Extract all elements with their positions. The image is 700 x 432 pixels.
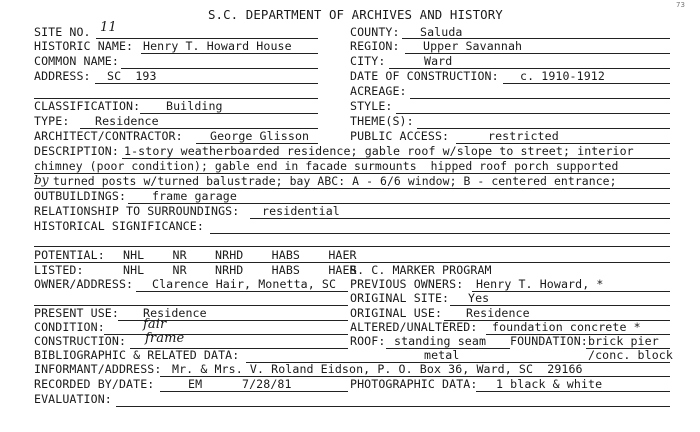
public-access-value: restricted [488,129,559,143]
marker-label: S. C. MARKER PROGRAM [350,263,492,277]
photographic-label: PHOTOGRAPHIC DATA: [350,377,478,391]
photographic-line [476,391,670,392]
construction-label: CONSTRUCTION: [34,334,127,348]
acreage-line [410,98,670,99]
roof-value-2: metal [424,348,460,362]
architect-label: ARCHITECT/CONTRACTOR: [34,129,183,143]
type-label: TYPE: [34,114,70,128]
evaluation-label: EVALUATION: [34,392,112,406]
roof-label: ROOF: [350,334,386,348]
corner-mark: 73 [676,1,685,9]
date-label: DATE OF CONSTRUCTION: [350,69,499,83]
acreage-label: ACREAGE: [350,84,407,98]
region-label: REGION: [350,39,400,53]
listed-options: NHL NR NRHD HABS HAER [123,263,357,277]
city-value: Ward [424,54,453,68]
address-line [95,83,318,84]
altered-value: foundation concrete * [492,320,641,334]
description-line-2: chimney (poor condition); gable end in facade surmounts hipped roof porch supported [34,159,619,173]
present-use-label: PRESENT USE: [34,306,119,320]
previous-owners-value: Henry T. Howard, * [476,277,604,291]
previous-owners-line [472,291,670,292]
theme-label: THEME(S): [350,114,414,128]
potential-label: POTENTIAL: [34,248,105,262]
address-label: ADDRESS: [34,69,91,83]
outbuildings-label: OUTBUILDINGS: [34,189,127,203]
recorded-date: 7/28/81 [242,377,292,391]
style-label: STYLE: [350,99,393,113]
owner-label: OWNER/ADDRESS: [34,277,134,291]
original-use-value: Residence [466,306,530,320]
address-value: SC 193 [107,69,157,83]
site-no-value: 11 [100,20,117,35]
date-value: c. 1910-1912 [520,69,605,83]
style-line [396,113,670,114]
original-site-value: Yes [468,291,490,305]
county-label: COUNTY: [350,25,400,39]
common-name-label: COMMON NAME: [34,54,119,68]
page-title: S.C. DEPARTMENT OF ARCHIVES AND HISTORY [208,7,503,22]
date-line [503,83,670,84]
foundation-label: FOUNDATION: [510,334,588,348]
present-use-value: Residence [143,306,207,320]
historic-name-value: Henry T. Howard House [143,39,292,53]
description-line-1: 1-story weatherboarded residence; gable roof w/slope to street; interior [124,144,634,158]
informant-label: INFORMANT/ADDRESS: [34,362,162,376]
recorded-line [160,391,348,392]
significance-label: HISTORICAL SIGNIFICANCE: [34,219,204,233]
condition-label: CONDITION: [34,320,105,334]
original-use-label: ORIGINAL USE: [350,306,443,320]
public-access-label: PUBLIC ACCESS: [350,129,450,143]
owner-value: Clarence Hair, Monetta, SC [152,277,337,291]
photographic-value: 1 black & white [496,377,603,391]
historic-name-line [141,53,318,54]
foundation-value: brick pier [588,334,659,348]
classification-label: CLASSIFICATION: [34,99,141,113]
potential-options: NHL NR NRHD HABS HAER [123,248,357,262]
architect-value: George Glisson [210,129,310,143]
bibliographic-label: BIBLIOGRAPHIC & RELATED DATA: [34,348,240,362]
description-label: DESCRIPTION: [34,144,119,158]
condition-line [104,334,348,335]
recorded-label: RECORDED BY/DATE: [34,377,155,391]
original-site-label: ORIGINAL SITE: [350,291,450,305]
county-value: Saluda [420,25,463,39]
classification-value: Building [166,99,223,113]
description-underline-3 [34,188,670,189]
significance-line-1 [210,233,670,234]
relationship-label: RELATIONSHIP TO SURROUNDINGS: [34,204,240,218]
classification-line [140,113,318,114]
significance-line-2 [34,246,670,247]
site-no-label: SITE NO. [34,25,91,39]
historic-name-label: HISTORIC NAME: [34,39,134,53]
foundation-value-2: /conc. block [588,348,673,362]
region-value: Upper Savannah [423,39,523,53]
roof-value: standing seam [394,334,487,348]
city-label: CITY: [350,54,386,68]
outbuildings-value: frame garage [152,189,237,203]
altered-label: ALTERED/UNALTERED: [350,320,478,334]
construction-value: frame [145,331,185,346]
condition-value: fair [143,317,167,332]
relationship-line [250,218,670,219]
owner-line [136,291,348,292]
listed-label: LISTED: [34,263,84,277]
previous-owners-label: PREVIOUS OWNERS: [350,277,464,291]
informant-value: Mr. & Mrs. V. Roland Eidson, P. O. Box 36, Ward, SC 29166 [172,362,583,376]
description-line-3-prefix: by [34,173,49,187]
evaluation-line [116,406,670,407]
relationship-value: residential [262,204,340,218]
type-value: Residence [95,114,159,128]
recorded-by: EM [188,377,203,391]
description-line-3: turned posts w/turned balustrade; bay ABC: A - 6/6 window; B - centered entrance; [53,174,617,188]
